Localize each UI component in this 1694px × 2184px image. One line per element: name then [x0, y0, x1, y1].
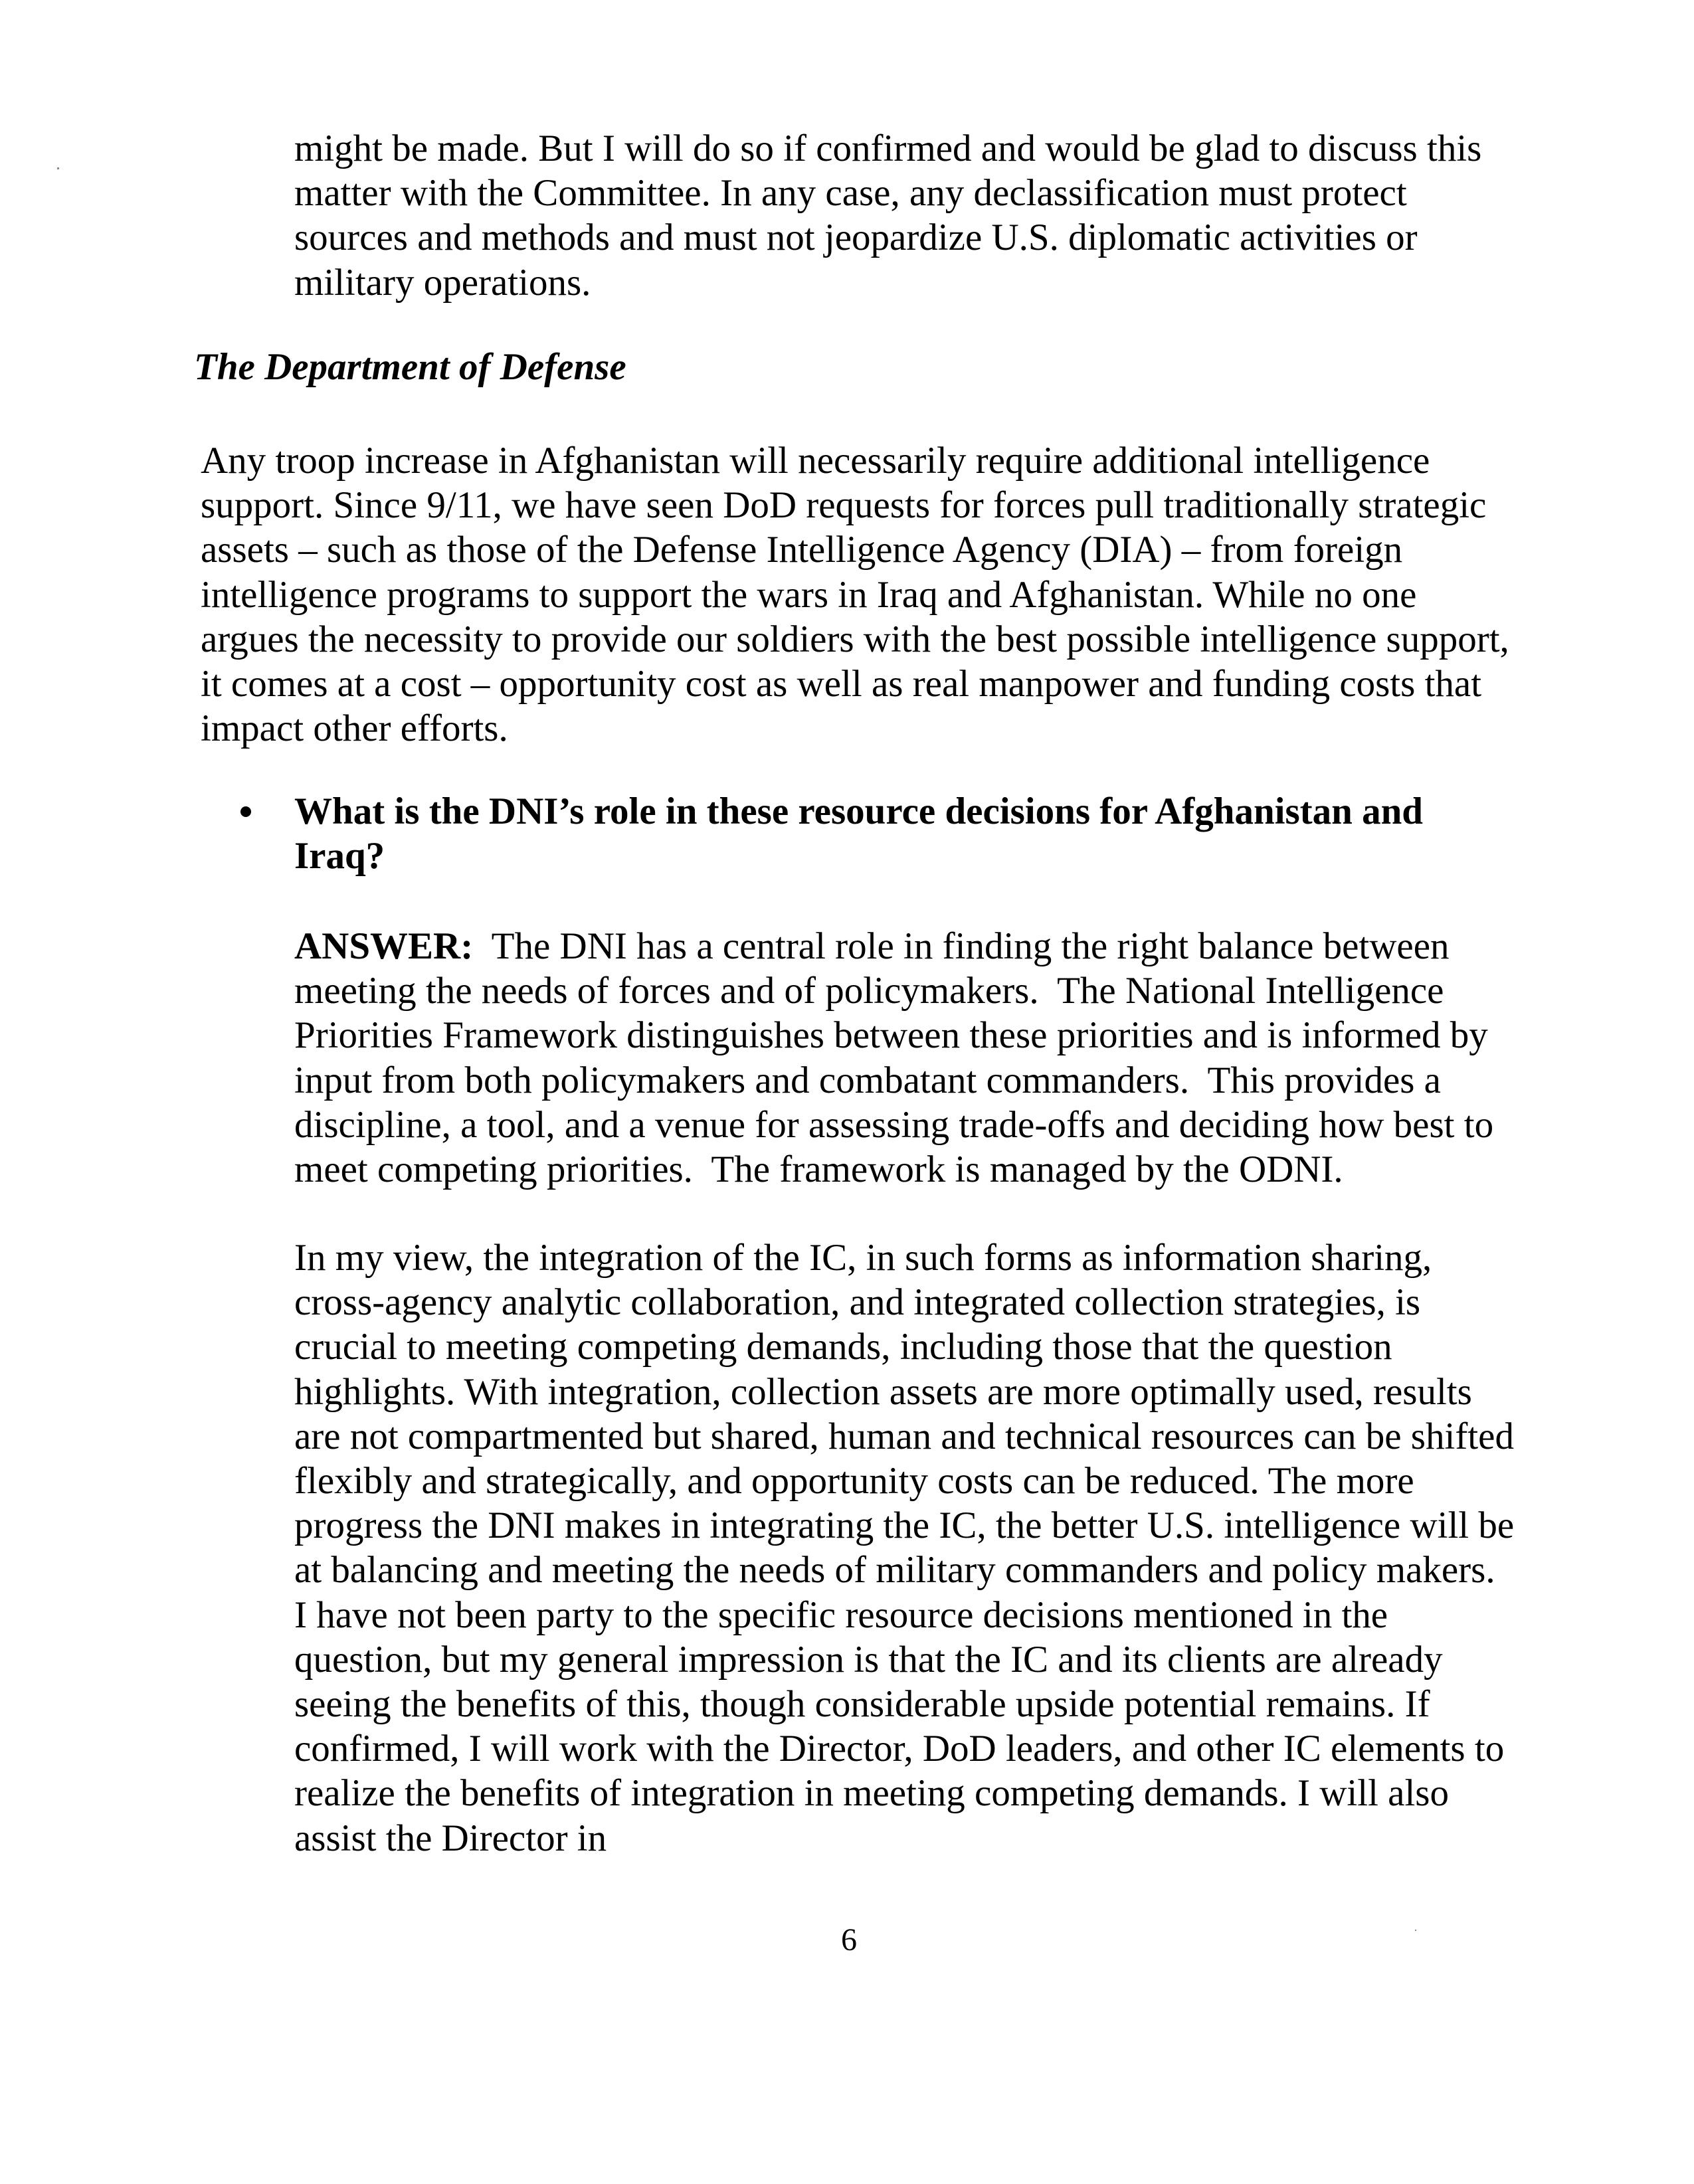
- answer-paragraph-2: In my view, the integration of the IC, in such forms as information sharing, cross-agency analytic collaboration, and integrated collection strategies, is crucial to meeting competing demands, including those that the question highlights. With integration, collection assets are more optimally used, results are not compartmented but shared, human and technical resources can be shifted flexibly and strategically, and opportunity costs can be reduced. The more progress the DNI makes in integrating the IC, the better U.S. intelligence will be at balancing and meeting the needs of military commanders and policy makers. I have not been party to the specific resource decisions mentioned in the question, but my general impression is that the IC and its clients are already seeing the benefits of this, though considerable upside potential remains. If confirmed, I will work with the Director, DoD leaders, and other IC elements to realize the benefits of integration in meeting competing demands. I will also assist the Director in: [294, 1237, 1515, 1859]
- answer-paragraph-1: [294, 924, 1517, 1192]
- page-number: 6: [841, 1922, 857, 1957]
- section-paragraph: Any troop increase in Afghanistan will necessarily require additional intelligence support. Since 9/11, we have seen DoD requests for forces pull traditionally strategic assets – such as those of the Defense Intelligence Agency (DIA) – from foreign intelligence programs to support the wars in Iraq and Afghanistan. While no one argues the necessity to provide our soldiers with the best possible intelligence support, it comes at a cost – opportunity cost as well as real manpower and funding costs that impact other efforts.: [201, 440, 1509, 750]
- question-text: What is the DNI’s role in these resource decisions for Afghanistan and Iraq?: [294, 790, 1424, 877]
- bullet-icon: [240, 806, 251, 817]
- answer-text-1: The DNI has a central role in finding the right balance between meeting the needs of forces and of policymakers. The National Intelligence Priorities Framework distinguishes between these priorities and is informed by input from both policymakers and combatant commanders. This provides a discipline, a tool, and a venue for assessing trade-offs and deciding how best to meet competing priorities. The framework is managed by the ODNI.: [294, 925, 1503, 1191]
- scan-speck: [57, 167, 59, 169]
- answer-label: ANSWER:: [294, 925, 474, 967]
- section-heading: The Department of Defense: [194, 346, 626, 388]
- scan-speck: [1415, 1930, 1416, 1931]
- intro-paragraph: might be made. But I will do so if confirmed and would be glad to discuss this matter with the Committee. In any case, any declassification must protect sources and methods and must not jeopardize U.S. diplomatic activities or military operations.: [294, 128, 1482, 304]
